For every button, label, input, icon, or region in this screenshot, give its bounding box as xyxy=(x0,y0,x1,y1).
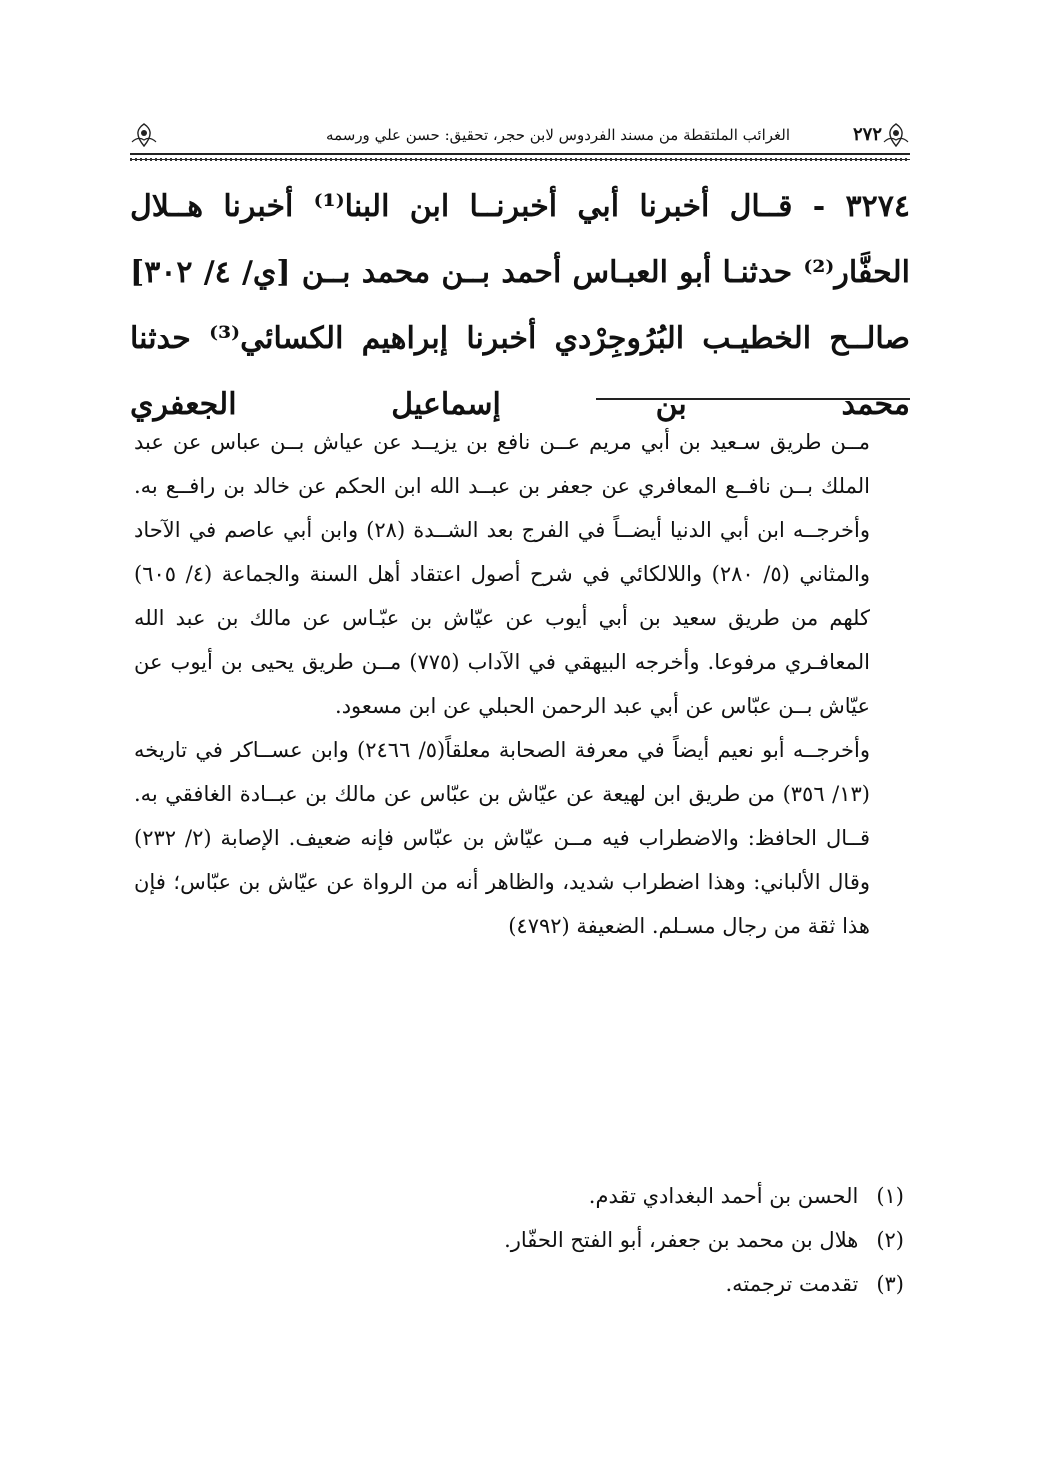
floral-ornament-icon xyxy=(882,122,910,148)
footnote-item xyxy=(134,1176,904,1216)
footnote-number: (٢) xyxy=(876,1228,904,1252)
notes-paragraph-1: مــن طريق سـعيد بن أبي مريم عــن نافع بن يزيــد عن عياش بــن عباس عن عبد الملك بــن نافــع المعافري عن جعفر بن عبــد الله ابن الحكم عن خالد بن رافــع به. وأخرجــه ابن أبي الدنيا أيضــاً في الفرج بعد الشــدة (٢٨) وابن أبي عاصم في الآحاد والمثاني (٥/ ٢٨٠) واللالكائي في شرح أصول اعتقاد أهل السنة والجماعة (٤/ ٦٠٥) كلهم من طريق سعيد بن أبي أيوب عن عيّاش بن عبّـاس عن مالك بن عبد الله المعافـري مرفوعا. وأخرجه البيهقي في الآداب (٧٧٥) مــن طريق يحيى بن أيوب عن عيّاش بــن عبّاس عن أبي عبد الرحمن الحبلي عن ابن مسعود. xyxy=(134,430,871,718)
page-header xyxy=(130,122,910,152)
footnote-separator xyxy=(596,398,910,400)
page-number: ٢٧٢ xyxy=(852,124,882,145)
footnote-text: الحسن بن أحمد البغدادي تقدم. xyxy=(588,1184,859,1208)
hadith-paragraph: ٣٢٧٤ - قــال أخبرنا أبي أخبرنــا ابن البنا⁽¹⁾ أخبرنا هــلال الحفَّار⁽²⁾ حدثنـا أبو العبـاس أحمد بــن محمد بــن [ي/ ٤/ ٣٠٢] صالــح الخطيـب البُرُوجِرْدي أخبرنا إبراهيم الكسائي⁽³⁾ حدثنا محمد بن إسماعيل الجعفري xyxy=(130,189,910,422)
footnote-item xyxy=(134,1220,904,1260)
footnote-text: هلال بن محمد بن جعفر، أبو الفتح الحفّار. xyxy=(504,1228,859,1252)
footnote-item xyxy=(134,1264,904,1304)
header-rule-dotted xyxy=(130,158,910,161)
footnote-number: (٣) xyxy=(876,1272,904,1296)
footnote-number: (١) xyxy=(876,1184,904,1208)
running-title: الغرائب الملتقطة من مسند الفردوس لابن حجر، تحقيق: حسن علي ورسمه xyxy=(326,126,790,144)
footnote-text: تقدمت ترجمته. xyxy=(725,1272,859,1296)
floral-ornament-icon xyxy=(130,122,158,148)
footnotes-list xyxy=(134,1176,904,1308)
footnote-continuation xyxy=(134,420,870,948)
notes-paragraph-2: وأخرجــه أبو نعيم أيضاً في معرفة الصحابة معلقاً(٥/ ٢٤٦٦) وابن عســاكر في تاريخه (١٣/ ٣٥٦) من طريق ابن لهيعة عن عيّاش بن عبّاس عن مالك بن عبــادة الغافقي به. قــال الحافظ: والاضطراب فيه مــن عيّاش بن عبّاس فإنه ضعيف. الإصابة (٢/ ٢٣٢) وقال الألباني: وهذا اضطراب شديد، والظاهر أنه من الرواة عن عيّاش بن عبّاس؛ فإن هذا ثقة من رجال مسـلم. الضعيفة (٤٧٩٢) xyxy=(134,738,870,938)
